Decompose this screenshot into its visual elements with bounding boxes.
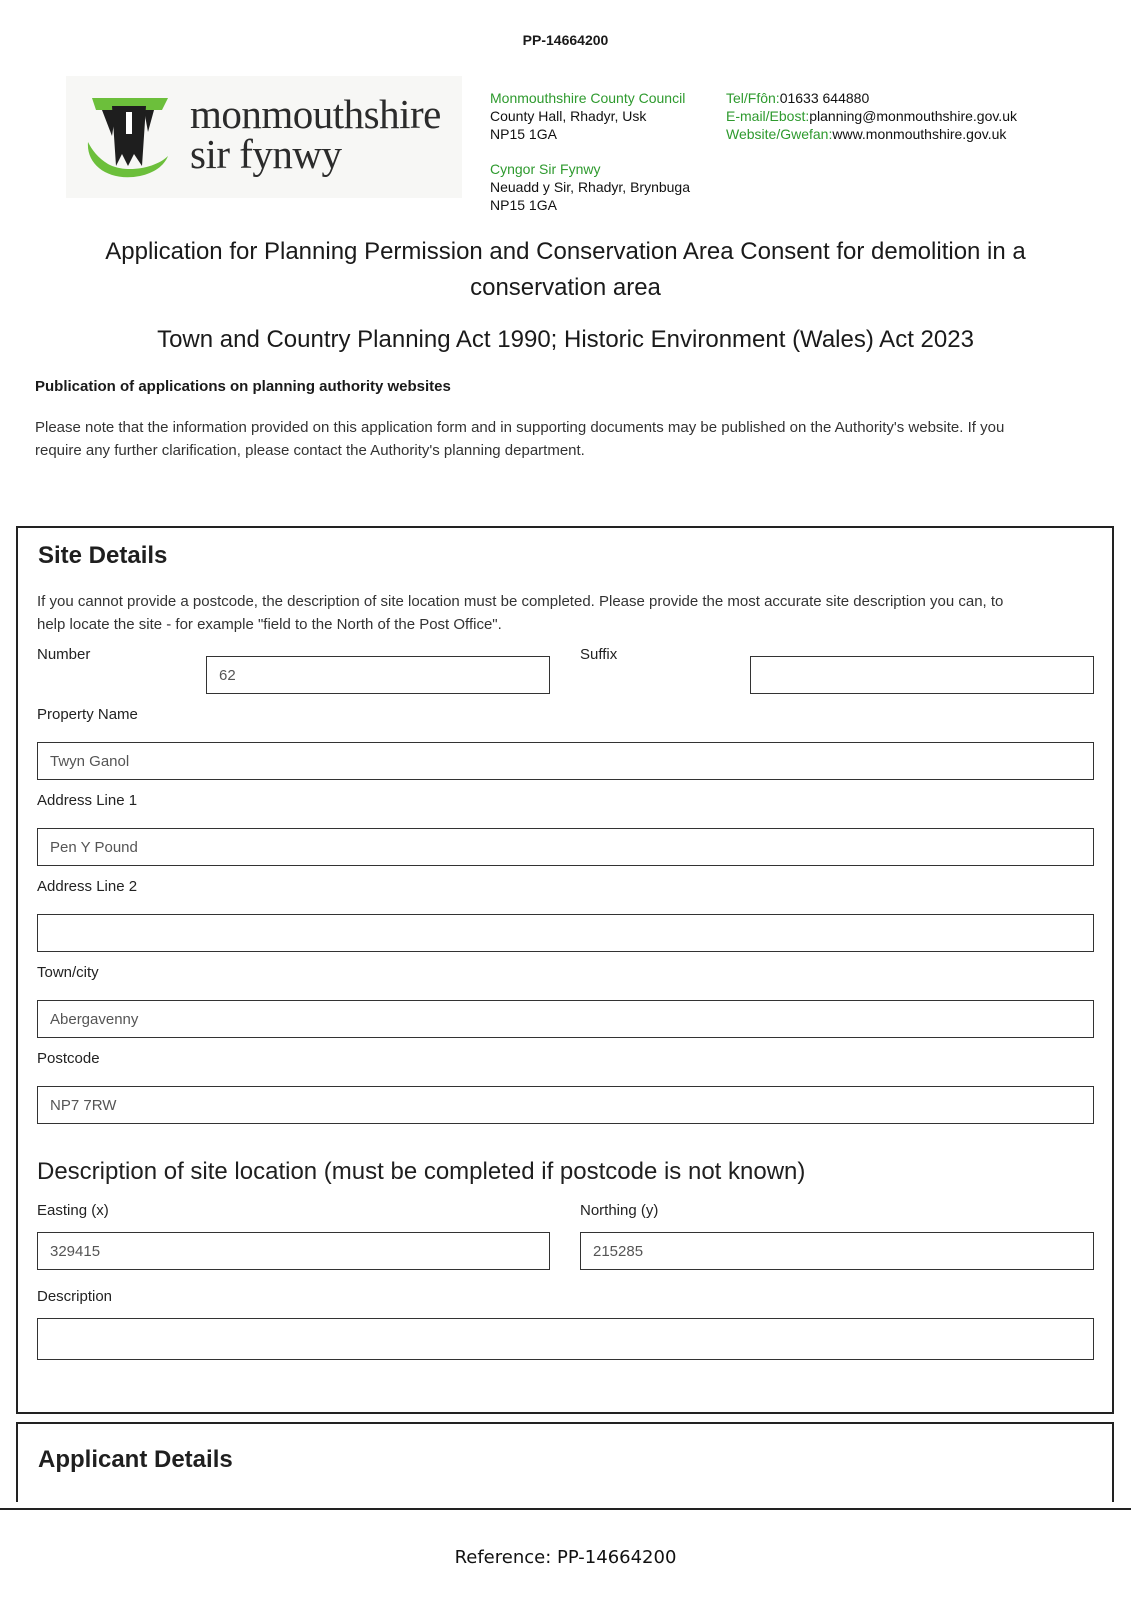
council-name-english: Monmouthshire County Council xyxy=(490,90,686,106)
address-postcode: NP15 1GA xyxy=(490,126,557,142)
applicant-details-section xyxy=(16,1422,1114,1502)
address-line: Neuadd y Sir, Rhadyr, Brynbuga xyxy=(490,179,691,195)
address-line-1-field[interactable] xyxy=(37,828,1094,866)
easting-field[interactable] xyxy=(37,1232,550,1270)
address-line: County Hall, Rhadyr, Usk xyxy=(490,108,647,124)
suffix-label: Suffix xyxy=(580,646,618,663)
monmouthshire-emblem-icon xyxy=(82,92,174,180)
contact-website: Website/Gwefan:www.monmouthshire.gov.uk xyxy=(726,126,1007,142)
contact-email: E-mail/Ebost:planning@monmouthshire.gov.uk xyxy=(726,108,1017,124)
footer-reference: Reference: PP-14664200 xyxy=(454,1547,677,1568)
logo-wordmark xyxy=(190,91,441,177)
town-city-label: Town/city xyxy=(37,964,99,981)
council-name-welsh: Cyngor Sir Fynwy xyxy=(490,161,601,177)
applicant-details-title: Applicant Details xyxy=(38,1446,233,1473)
address-line-2-label: Address Line 2 xyxy=(37,878,138,895)
suffix-field[interactable] xyxy=(750,656,1094,694)
logo-line-welsh: sir fynwy xyxy=(190,131,342,177)
northing-label: Northing (y) xyxy=(580,1202,659,1219)
council-address-welsh xyxy=(490,160,690,214)
footer-divider xyxy=(0,1508,1131,1510)
property-name-label: Property Name xyxy=(37,706,138,723)
site-details-help: If you cannot provide a postcode, the description of site location must be completed. Please provide the most accurate site description you can, to help locate the site - for example "field to the North of the Post Office". xyxy=(37,593,1004,633)
postcode-field[interactable] xyxy=(37,1086,1094,1124)
northing-field[interactable] xyxy=(580,1232,1094,1270)
form-acts: Town and Country Planning Act 1990; Historic Environment (Wales) Act 2023 xyxy=(157,326,974,353)
council-address-english xyxy=(490,89,685,143)
postcode-label: Postcode xyxy=(37,1050,100,1067)
description-label: Description xyxy=(37,1288,113,1305)
logo-line-english: monmouthshire xyxy=(190,91,441,137)
contact-telephone: Tel/Ffôn:01633 644880 xyxy=(726,90,870,106)
description-field[interactable] xyxy=(37,1318,1094,1360)
reference-number-top: PP-14664200 xyxy=(522,32,609,48)
number-field[interactable] xyxy=(206,656,550,694)
site-location-heading: Description of site location (must be completed if postcode is not known) xyxy=(37,1158,806,1185)
publication-heading: Publication of applications on planning authority websites xyxy=(35,378,451,395)
publication-text: Please note that the information provided on this application form and in supporting documents may be published on the Authority's website. If you require any further clarification, please contact the Authority's planning department. xyxy=(35,419,1005,459)
site-details-title: Site Details xyxy=(38,542,168,569)
council-logo xyxy=(66,76,462,198)
number-label: Number xyxy=(37,646,91,663)
address-postcode: NP15 1GA xyxy=(490,197,557,213)
easting-label: Easting (x) xyxy=(37,1202,109,1219)
address-line-1-label: Address Line 1 xyxy=(37,792,138,809)
property-name-field[interactable] xyxy=(37,742,1094,780)
council-contact xyxy=(726,89,1017,143)
form-title: Application for Planning Permission and Conservation Area Consent for demolition in a conservation area xyxy=(105,238,1026,301)
address-line-2-field[interactable] xyxy=(37,914,1094,952)
town-city-field[interactable] xyxy=(37,1000,1094,1038)
